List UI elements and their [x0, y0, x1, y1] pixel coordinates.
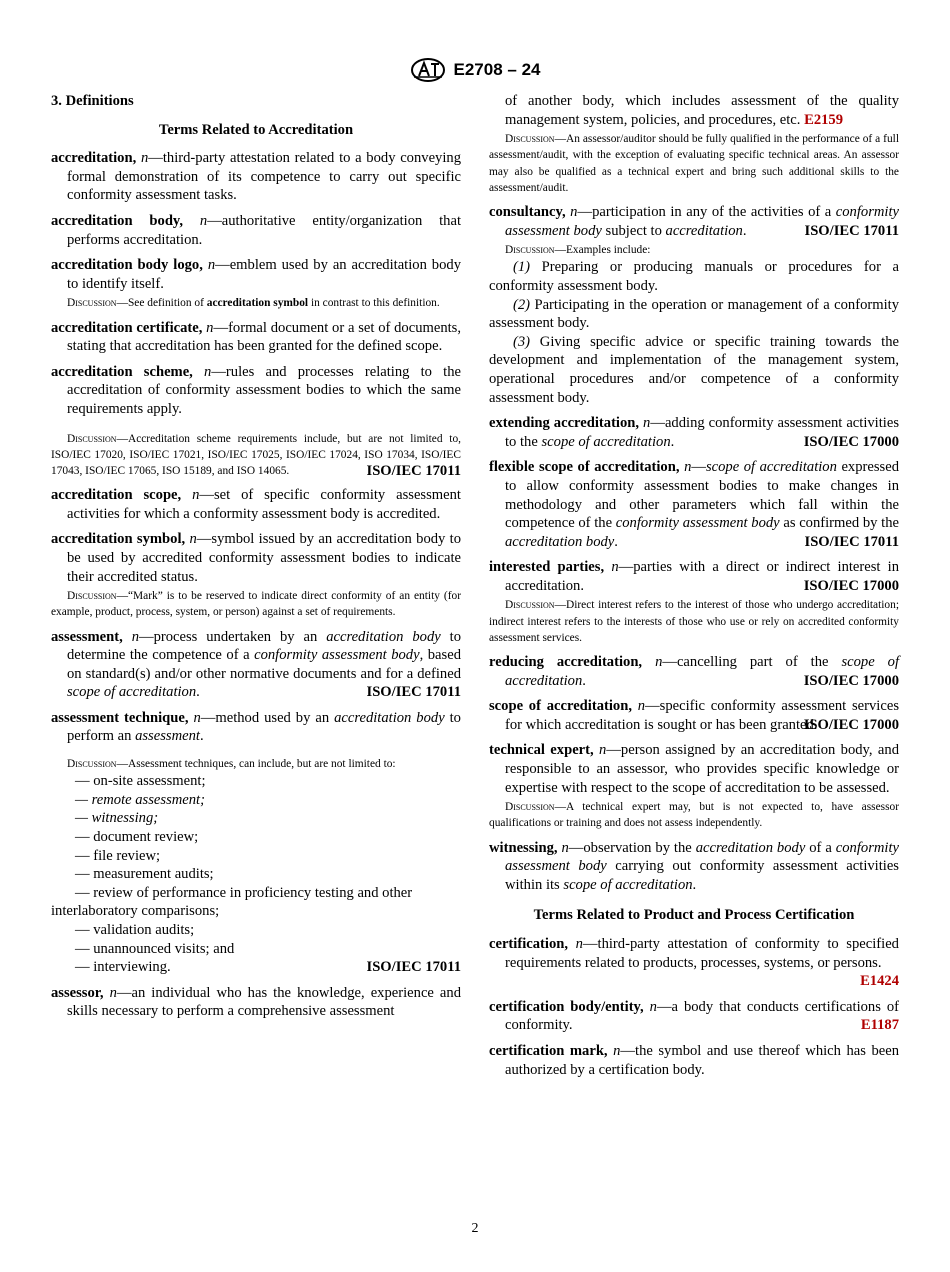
discussion-assessment-technique: Discussion—Assessment techniques, can include, but are not limited to: [67, 758, 396, 771]
document-designation: E2708 – 24 [453, 60, 541, 79]
list-item: — interviewing. ISO/IEC 17011 [75, 959, 461, 976]
list-item: (1) Preparing or producing manuals or procedures for a conformity assessment body. [489, 259, 899, 294]
page-header [0, 56, 950, 84]
list-item: — unannounced visits; and [75, 940, 235, 957]
definition-certification: certification, n—third-party attestation of conformity to specified requirements related to products, processes, systems, or persons. E1424 [489, 936, 899, 990]
list-item: — witnessing; [75, 810, 159, 827]
definition-accreditation-body-logo: accreditation body logo, n—emblem used by an accreditation body to identify itself. [51, 257, 461, 292]
list-item: — file review; [75, 847, 161, 864]
discussion-consultancy: Discussion—Examples include: [505, 244, 651, 257]
discussion-assessor: Discussion—An assessor/auditor should be fully qualified in the performance of a full assessment/audit, with the exception of evaluating specific technical areas. An assessor may also be qualified as a technical expert and bring such additional skills to the assessment/audit. [489, 133, 899, 194]
list-item: (3) Giving specific advice or specific training towards the development and implementation of the management system, operational procedures and/or competence of a conformity assessment body. [489, 333, 899, 406]
definition-accreditation-certificate: accreditation certificate, n—formal document or a set of documents, stating that accreditation has been granted for the defined scope. [51, 319, 461, 355]
definition-certification-mark: certification mark, n—the symbol and use thereof which has been authorized by a certification body. [489, 1043, 899, 1078]
definition-technical-expert: technical expert, n—person assigned by an accreditation body, and responsible to an assessor, who provides specific knowledge or expertise with respect to the scope of accreditation to be assessed. [489, 742, 899, 796]
definition-interested-parties: interested parties, n—parties with a direct or indirect interest in accreditation. ISO/IEC 17000 [489, 559, 900, 594]
list-item: — remote assessment; [75, 791, 205, 808]
definition-assessor: assessor, n—an individual who has the knowledge, experience and skills necessary to perform a comprehensive assessment [51, 984, 461, 1020]
discussion-accreditation-scheme: Discussion—Accreditation scheme requirements include, but are not limited to, ISO/IEC 17020, ISO/IEC 17021, ISO/IEC 17025, ISO/IEC 17024, ISO 17034, ISO/IEC 17043, ISO/IEC 17065, ISO 15189, and ISO 14065. ISO/IEC 17011 [51, 432, 461, 479]
discussion-accreditation-symbol: Discussion—“Mark” is to be reserved to indicate direct conformity of an entity (for example, product, process, system, or person) against a set of requirements. [51, 590, 461, 619]
page-number: 2 [471, 1221, 479, 1236]
list-item: — review of performance in proficiency testing and other interlaboratory comparisons; [51, 884, 413, 920]
definition-accreditation: accreditation, n—third-party attestation related to a body conveying formal demonstration of its competence to carry out specific conformity assessment tasks. [51, 150, 461, 204]
reference-link[interactable]: E1187 [860, 1017, 899, 1034]
list-item: — validation audits; [75, 922, 195, 939]
subheading-accreditation: Terms Related to Accreditation [158, 121, 354, 138]
definition-extending-accreditation: extending accreditation, n—adding conformity assessment activities to the scope of accreditation. ISO/IEC 17000 [489, 415, 899, 450]
definition-certification-body: certification body/entity, n—a body that conducts certifications of conformity. E1187 [489, 998, 900, 1034]
right-column [489, 92, 899, 1086]
definition-assessment: assessment, n—process undertaken by an accreditation body to determine the competence of a conformity assessment body, based on standard(s) and/or other normative documents and for a defined scope of accreditation. ISO/IEC 17011 [51, 628, 462, 701]
definition-flexible-scope: flexible scope of accreditation, n—scope of accreditation expressed to allow conformity assessment bodies to make changes in methodology and other parameters which fall within the competence of the conformity assessment body as confirmed by the accreditation body. ISO/IEC 17011 [489, 459, 899, 550]
subheading-certification: Terms Related to Product and Process Certification [533, 907, 855, 924]
list-item: — measurement audits; [75, 866, 214, 883]
definition-scope-of-accreditation: scope of accreditation, n—specific conformity assessment services for which accreditation is sought or has been granted. ISO/IEC 17000 [489, 698, 899, 733]
definition-accreditation-symbol: accreditation symbol, n—symbol issued by an accreditation body to be used by accredited conformity assessment bodies to indicate their accredited status. [51, 531, 462, 585]
discussion-interested-parties: Discussion—Direct interest refers to the interest of those who undergo accreditation; indirect interest refers to the interests of those who use or rely on accredited conformity assessment services. [489, 599, 899, 644]
definition-accreditation-scheme: accreditation scheme, n—rules and processes relating to the accreditation of conformity assessment bodies to which the same requirements apply. [51, 363, 462, 417]
list-item: — document review; [75, 829, 199, 846]
definition-assessment-technique: assessment technique, n—method used by an accreditation body to perform an assessment. [51, 709, 461, 745]
reference-link[interactable]: E1424 [860, 973, 899, 990]
reference-link[interactable]: E2159 [804, 111, 844, 128]
consultancy-examples [489, 258, 899, 407]
list-item: (2) Participating in the operation or management of a conformity assessment body. [489, 296, 899, 332]
definition-assessor-continued: of another body, which includes assessment of the quality management system, policies, and procedures, etc. E2159 [505, 93, 899, 128]
discussion-body-logo: Discussion—See definition of accreditation symbol in contrast to this definition. [67, 297, 440, 310]
section-title: 3. Definitions [51, 93, 134, 109]
left-column [51, 92, 461, 1028]
definition-accreditation-scope: accreditation scope, n—set of specific conformity assessment activities for which a conformity assessment body is accredited. [51, 487, 461, 522]
list-item: — on-site assessment; [75, 773, 206, 790]
astm-logo-icon [410, 57, 446, 83]
discussion-technical-expert: Discussion—A technical expert may, but is not expected to, have assessor qualifications or training and does not assess independently. [489, 801, 899, 830]
technique-list [51, 772, 461, 977]
definition-accreditation-body: accreditation body, n—authoritative entity/organization that performs accreditation. [51, 212, 461, 248]
definition-witnessing: witnessing, n—observation by the accreditation body of a conformity assessment body carrying out conformity assessment activities within its scope of accreditation. [489, 839, 899, 893]
definition-reducing-accreditation: reducing accreditation, n—cancelling part of the scope of accreditation. ISO/IEC 17000 [489, 654, 899, 689]
definition-consultancy: consultancy, n—participation in any of the activities of a conformity assessment body subject to accreditation. ISO/IEC 17011 [489, 204, 899, 239]
